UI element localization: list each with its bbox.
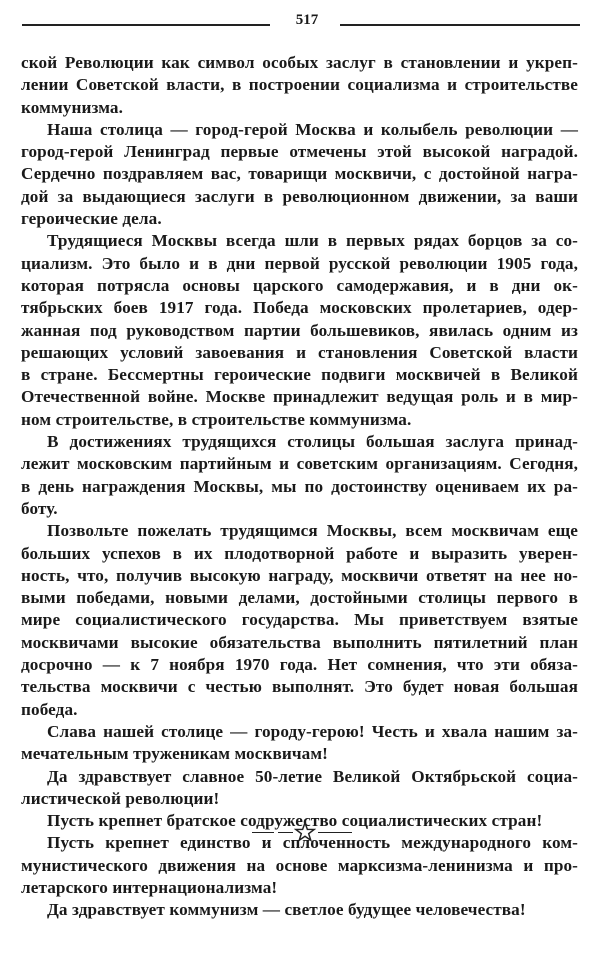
text-line: мечательным труженикам москвичам! — [21, 744, 328, 764]
text-line: жанная под руководством партии большевиков, явилась одним из — [21, 320, 578, 340]
paragraph — [21, 766, 578, 811]
text-line: Пусть крепнет братское содружество социалистических стран! — [47, 811, 543, 831]
text-line: город-герой Ленинград первые отмечены этой высокой наградой. — [21, 142, 578, 162]
text-line: Сердечно поздравляем вас, товарищи москвичи, с достойной награ- — [21, 164, 578, 184]
text-line: тельства москвичи с честью выполнят. Это будет новая большая — [21, 677, 578, 697]
text-line: дой за выдающиеся заслуги в революционном движении, за ваши — [21, 186, 578, 206]
star-divider-icon — [250, 822, 354, 842]
header-rule-left — [22, 24, 270, 26]
text-line: Да здравствует славное 50-летие Великой Октябрьской социа- — [47, 766, 578, 786]
text-line: которая потрясла основы царского самодержавия, и в дни ок- — [21, 275, 578, 295]
text-line: Позвольте пожелать трудящимся Москвы, всем москвичам еще — [47, 521, 578, 541]
paragraph — [21, 899, 578, 921]
body-text — [21, 52, 578, 922]
text-line: листической революции! — [21, 788, 220, 808]
text-line: летарского интернационализма! — [21, 877, 278, 897]
text-line: решающих условий завоевания и становления Советской власти — [21, 342, 578, 362]
text-line: Слава нашей столице — городу-герою! Честь и хвала нашим за- — [47, 721, 578, 741]
star-icon — [294, 821, 316, 843]
text-line: ность, что, получив высокую награду, москвичи ответят на нее но- — [21, 565, 578, 585]
header-rule-right — [340, 24, 580, 26]
text-line: ном строительстве, в строительстве коммунизма. — [21, 409, 412, 429]
text-line: Да здравствует коммунизм — светлое будущее человечества! — [47, 900, 526, 920]
text-line: тябрьских боев 1917 года. Победа московских пролетариев, одер- — [21, 298, 578, 318]
text-line: москвичами высокие обязательства выполнить пятилетний план — [21, 632, 578, 652]
divider-segment — [318, 832, 352, 833]
text-line: Трудящиеся Москвы всегда шли в первых рядах борцов за со- — [47, 231, 578, 251]
text-line: выми победами, новыми делами, достойными столицы первого в — [21, 588, 578, 608]
paragraph — [21, 230, 578, 431]
text-line: в день награждения Москвы, мы по достоинству оцениваем их ра- — [21, 476, 578, 496]
divider-segment — [252, 832, 274, 833]
text-line: мире социалистического государства. Мы приветствуем взятые — [21, 610, 578, 630]
paragraph — [21, 520, 578, 721]
paragraph — [21, 52, 578, 119]
text-line: циализм. Это было и в дни первой русской революции 1905 года, — [21, 253, 578, 273]
text-line: победа. — [21, 699, 78, 719]
paragraph — [21, 431, 578, 520]
text-line: мунистического движения на основе марксизма-ленинизма и про- — [21, 855, 578, 875]
paragraph — [21, 721, 578, 766]
text-line: героические дела. — [21, 209, 162, 229]
text-line: лении Советской власти, в построении социализма и строительстве — [21, 75, 578, 95]
text-line: боту. — [21, 498, 58, 518]
text-line: лежит московским партийным и советским организациям. Сегодня, — [21, 454, 578, 474]
text-line: Пусть крепнет единство и сплоченность международного ком- — [47, 833, 578, 853]
page-number: 517 — [295, 12, 319, 28]
page-header — [20, 8, 580, 32]
text-line: досрочно — к 7 ноября 1970 года. Нет сомнения, что эти обяза- — [21, 655, 578, 675]
text-line: ской Революции как символ особых заслуг в становлении и укреп- — [21, 53, 578, 72]
text-line: в стране. Бессмертны героические подвиги москвичей в Великой — [21, 365, 578, 385]
text-line: Отечественной войне. Москве принадлежит ведущая роль и в мир- — [21, 387, 578, 407]
divider-segment — [278, 832, 293, 833]
text-line: В достижениях трудящихся столицы большая заслуга принад- — [47, 432, 578, 452]
text-line: Наша столица — город-герой Москва и колыбель революции — — [47, 119, 578, 139]
paragraph — [21, 119, 578, 230]
text-line: коммунизма. — [21, 97, 124, 117]
text-line: больших успехов в их плодотворной работе и выразить уверен- — [21, 543, 578, 563]
